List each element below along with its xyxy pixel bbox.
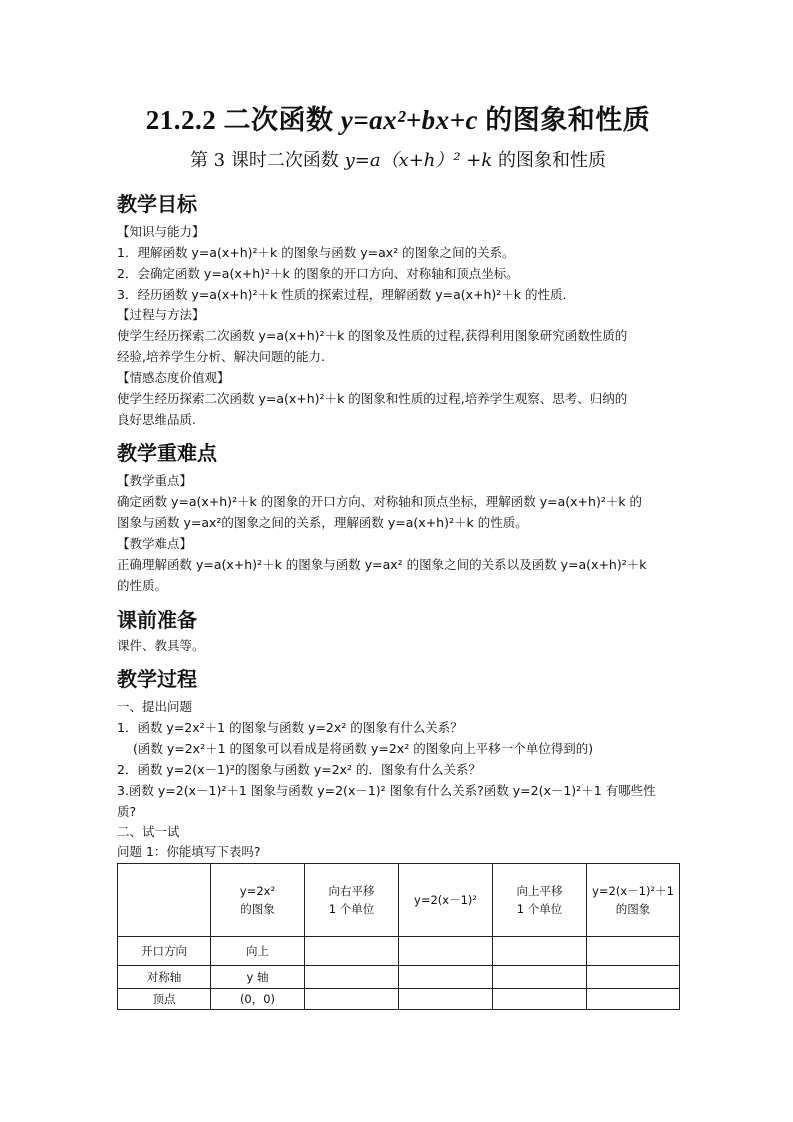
heading-process: 教学过程: [117, 667, 197, 691]
question-2: 2．函数 y=2(x－1)²的图象与函数 y=2x² 的．图象有什么关系？: [117, 762, 482, 777]
table-cell[interactable]: y 轴: [211, 966, 305, 989]
table-header-cell: 向右平移 1 个单位: [305, 864, 399, 937]
question-1-answer: (函数 y=2x²＋1 的图象可以看成是将函数 y=2x² 的图象向上平移一个单位得到的): [133, 741, 594, 756]
heading-preparation: 课前准备: [117, 608, 197, 632]
table-cell[interactable]: (0，0): [211, 989, 305, 1010]
attitude-tag: 【情感态度价值观】: [117, 370, 230, 385]
method-line-1: 使学生经历探索二次函数 y=a(x+h)²＋k 的图象及性质的过程,获得利用图象研究函数性质的: [117, 328, 628, 343]
method-tag: 【过程与方法】: [117, 307, 205, 322]
table-cell[interactable]: [587, 989, 680, 1010]
table-row: [118, 966, 680, 989]
problem-1: 问题 1：你能填写下表吗?: [117, 844, 261, 859]
row-label: 开口方向: [118, 937, 211, 966]
table-cell[interactable]: [587, 966, 680, 989]
table-cell[interactable]: [587, 937, 680, 966]
table-cell[interactable]: [305, 937, 399, 966]
attitude-line-1: 使学生经历探索二次函数 y=a(x+h)²＋k 的图象和性质的过程,培养学生观察、思考、归纳的: [117, 391, 628, 406]
subtitle-formula: y=a（x+h）² +k: [344, 150, 493, 171]
page-subtitle: [117, 146, 679, 172]
table-cell[interactable]: [493, 937, 587, 966]
row-label: 对称轴: [118, 966, 211, 989]
subtitle-suffix: 的图象和性质: [492, 150, 607, 171]
heading-key-points: 教学重难点: [117, 441, 217, 465]
focus-tag: 【教学重点】: [117, 473, 193, 488]
process-part-1: 一、提出问题: [117, 699, 193, 714]
focus-line-2: 图象与函数 y=ax²的图象之间的关系，理解函数 y=a(x+h)²＋k 的性质。: [117, 515, 528, 530]
table-header-cell: y=2x² 的图象: [211, 864, 305, 937]
subtitle-prefix: 第 3 课时二次函数: [189, 150, 345, 171]
table-cell[interactable]: [399, 966, 493, 989]
preparation-text: 课件、教具等。: [117, 638, 205, 653]
fill-in-table: [117, 863, 680, 1010]
table-header-cell: y=2(x－1)²: [399, 864, 493, 937]
question-3-line-2: 质?: [117, 804, 137, 819]
title-suffix: 的图象和性质: [477, 105, 651, 135]
knowledge-tag: 【知识与能力】: [117, 224, 205, 239]
question-3-line-1: 3.函数 y=2(x－1)²＋1 图象与函数 y=2(x－1)² 图象有什么关系?函数 y=2(x－1)²＋1 有哪些性: [117, 783, 656, 798]
row-label: 顶点: [118, 989, 211, 1010]
attitude-line-2: 良好思维品质.: [117, 412, 196, 427]
difficulty-tag: 【教学难点】: [117, 536, 193, 551]
title-prefix: 21.2.2 二次函数: [145, 105, 341, 135]
process-part-2: 二、试一试: [117, 824, 180, 839]
table-row: [118, 989, 680, 1010]
table-cell[interactable]: [305, 989, 399, 1010]
table-cell[interactable]: 向上: [211, 937, 305, 966]
table-header-row: [118, 864, 680, 937]
difficulty-line-1: 正确理解函数 y=a(x+h)²＋k 的图象与函数 y=ax² 的图象之间的关系以及函数 y=a(x+h)²＋k: [117, 557, 647, 572]
objective-line-1: 1．理解函数 y=a(x+h)²＋k 的图象与函数 y=ax² 的图象之间的关系。: [117, 245, 515, 260]
table-cell[interactable]: [493, 989, 587, 1010]
table-cell[interactable]: [493, 966, 587, 989]
heading-objectives: 教学目标: [117, 192, 197, 216]
title-formula: y=ax²+bx+c: [340, 105, 478, 135]
focus-line-1: 确定函数 y=a(x+h)²＋k 的图象的开口方向、对称轴和顶点坐标，理解函数 y=a(x+h)²＋k 的: [117, 494, 643, 509]
table-header-cell: [118, 864, 211, 937]
method-line-2: 经验,培养学生分析、解决问题的能力.: [117, 349, 325, 364]
difficulty-line-2: 的性质。: [117, 578, 168, 593]
table-header-cell: 向上平移 1 个单位: [493, 864, 587, 937]
question-1: 1．函数 y=2x²＋1 的图象与函数 y=2x² 的图象有什么关系？: [117, 720, 463, 735]
objective-line-2: 2．会确定函数 y=a(x+h)²＋k 的图象的开口方向、对称轴和顶点坐标。: [117, 266, 519, 281]
objective-line-3: 3．经历函数 y=a(x+h)²＋k 性质的探索过程，理解函数 y=a(x+h)²＋k 的性质.: [117, 287, 567, 302]
table-row: [118, 937, 680, 966]
page-title: [117, 98, 679, 137]
table-cell[interactable]: [399, 937, 493, 966]
table-cell[interactable]: [305, 966, 399, 989]
table-header-cell: y=2(x－1)²＋1 的图象: [587, 864, 680, 937]
table-cell[interactable]: [399, 989, 493, 1010]
